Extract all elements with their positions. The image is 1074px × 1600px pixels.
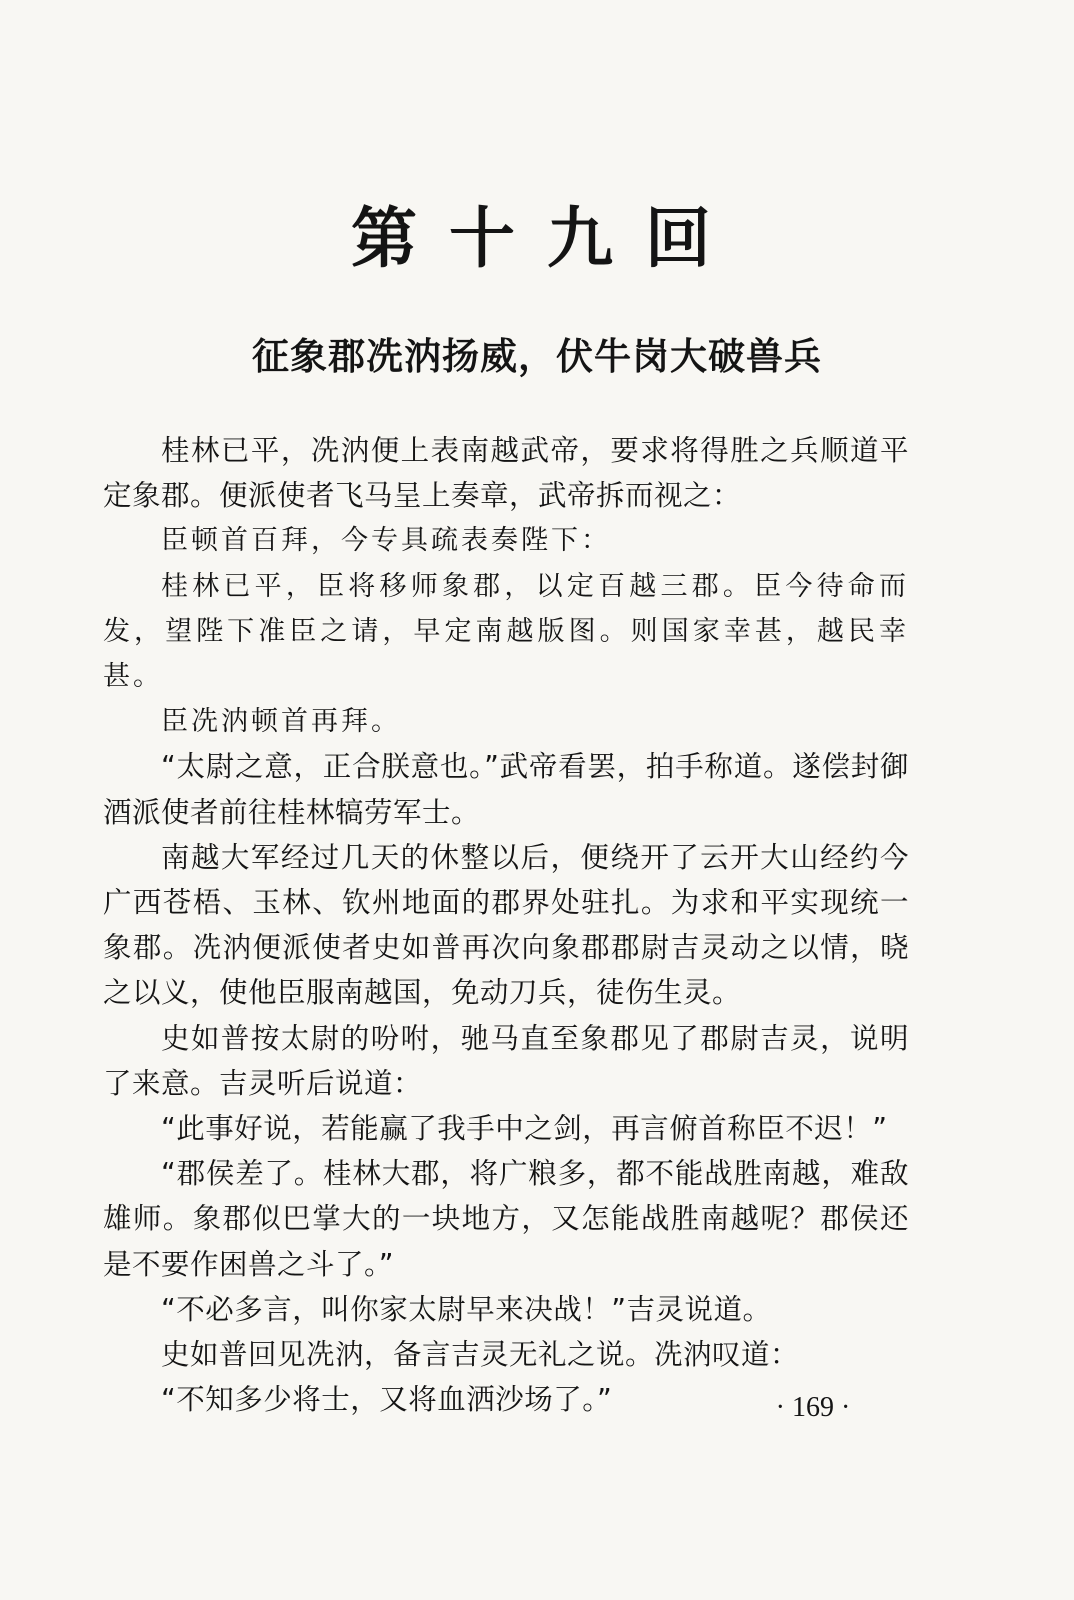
paragraph: 桂林已平，冼汭便上表南越武帝，要求将得胜之兵顺道平定象郡。便派使者飞马呈上奏章，武帝拆而视之： bbox=[103, 434, 909, 513]
dialogue-line: “不知多少将士，又将血洒沙场了。” bbox=[161, 1383, 613, 1417]
body-text bbox=[103, 428, 909, 1422]
dialogue-line: “此事好说，若能赢了我手中之剑，再言俯首称臣不迟！” bbox=[161, 1112, 888, 1146]
paragraph: 南越大军经过几天的休整以后，便绕开了云开大山经约今广西苍梧、玉林、钦州地面的郡界处驻扎。为求和平实现统一象郡。冼汭便派使者史如普再次向象郡郡尉吉灵动之以情，晓之以义，使他臣服南越国，免动刀兵，徒伤生灵。 bbox=[103, 840, 909, 1010]
chapter-title: 第十九回 bbox=[351, 199, 743, 277]
paragraph: “太尉之意，正合朕意也。”武帝看罢，拍手称道。遂偿封御酒派使者前往桂林犒劳军士。 bbox=[103, 750, 909, 829]
memorial-opening: 臣顿首百拜，今专具疏表奏陛下： bbox=[161, 525, 611, 557]
page-number: · 169 · bbox=[775, 1392, 851, 1423]
paragraph: 史如普回见冼汭，备言吉灵无礼之说。冼汭叹道： bbox=[161, 1338, 800, 1372]
chapter-subtitle: 征象郡冼汭扬威，伏牛岗大破兽兵 bbox=[252, 335, 822, 378]
dialogue-line: “郡侯差了。桂林大郡，将广粮多，都不能战胜南越，难敌雄师。象郡似巴掌大的一块地方，又怎能战胜南越呢？郡侯还是不要作困兽之斗了。” bbox=[103, 1157, 909, 1281]
memorial-body: 桂林已平，臣将移师象郡，以定百越三郡。臣今待命而发，望陛下准臣之请，早定南越版图。则国家幸甚，越民幸甚。 bbox=[103, 570, 909, 693]
memorial-closing: 臣冼汭顿首再拜。 bbox=[161, 706, 401, 738]
dialogue-line: “不必多言，叫你家太尉早来决战！”吉灵说道。 bbox=[161, 1292, 772, 1326]
paragraph: 史如普按太尉的吩咐，驰马直至象郡见了郡尉吉灵，说明了来意。吉灵听后说道： bbox=[103, 1021, 909, 1100]
